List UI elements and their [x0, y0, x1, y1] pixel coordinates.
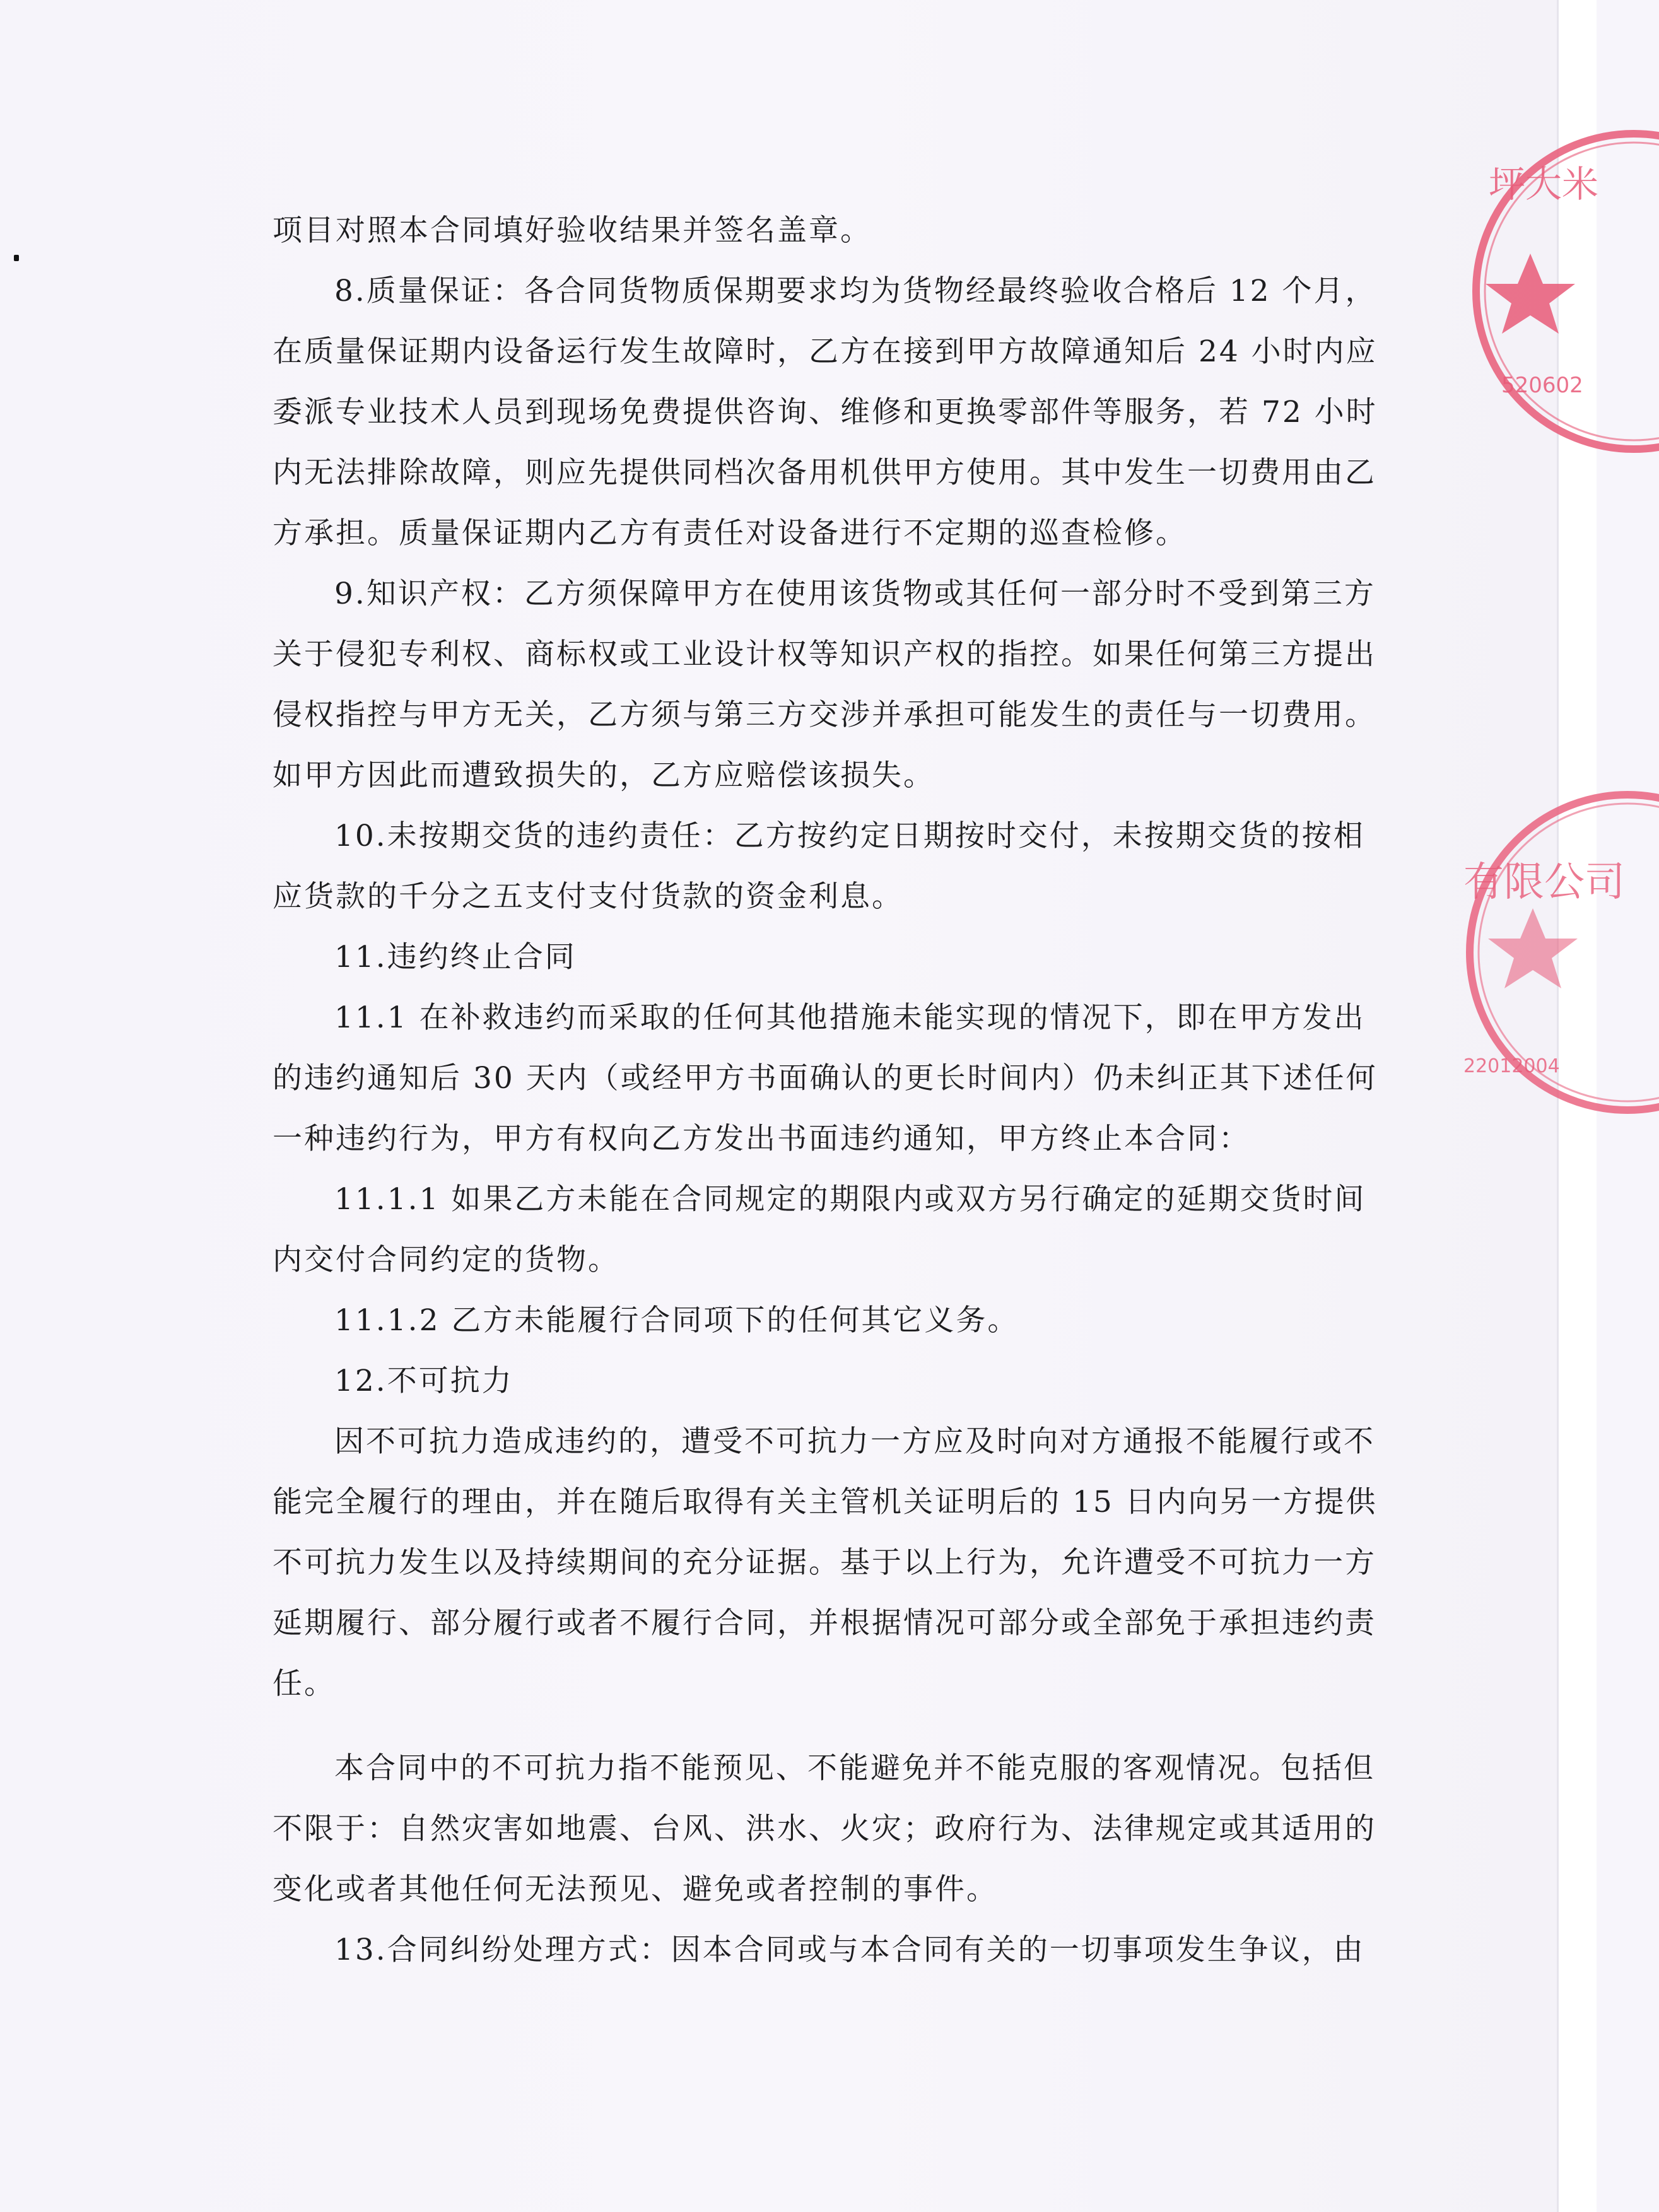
- text-line: 项目对照本合同填好验收结果并签名盖章。: [273, 213, 872, 248]
- text-line: 8.质量保证：各合同货物质保期要求均为货物经最终验收合格后 12 个月，: [334, 274, 1377, 308]
- seal-number: 520602: [1501, 373, 1583, 398]
- text-line: 11.1.2 乙方未能履行合同项下的任何其它义务。: [334, 1303, 1019, 1338]
- text-line: 本合同中的不可抗力指不能预见、不能避免并不能克服的客观情况。包括但: [334, 1751, 1375, 1786]
- company-seal-top: [1451, 121, 1659, 462]
- seal-number: 22012004: [1463, 1055, 1560, 1077]
- text-line: 延期履行、部分履行或者不履行合同，并根据情况可部分或全部免于承担违约责: [273, 1606, 1376, 1641]
- text-line: 任。: [273, 1666, 336, 1701]
- text-line: 能完全履行的理由，并在随后取得有关主管机关证明后的 15 日内向另一方提供: [273, 1485, 1378, 1519]
- text-line: 的违约通知后 30 天内（或经甲方书面确认的更长时间内）仍未纠正其下述任何: [273, 1061, 1378, 1096]
- company-seal-middle: [1438, 788, 1646, 1116]
- text-line: 委派专业技术人员到现场免费提供咨询、维修和更换零部件等服务，若 72 小时: [273, 395, 1378, 430]
- seal-text: 有限公司: [1463, 859, 1625, 906]
- text-line: 内交付合同约定的货物。: [273, 1243, 619, 1277]
- text-line: 不可抗力发生以及持续期间的充分证据。基于以上行为，允许遭受不可抗力一方: [273, 1545, 1376, 1580]
- text-line: 11.1 在补救违约而采取的任何其他措施未能实现的情况下，即在甲方发出: [334, 1000, 1366, 1035]
- section-heading: 11.违约终止合同: [334, 940, 577, 974]
- text-line: 内无法排除故障，则应先提供同档次备用机供甲方使用。其中发生一切费用由乙: [273, 455, 1376, 490]
- text-line: 方承担。质量保证期内乙方有责任对设备进行不定期的巡查检修。: [273, 516, 1187, 551]
- text-line: 10.未按期交货的违约责任：乙方按约定日期按时交付，未按期交货的按相: [334, 819, 1365, 853]
- text-line: 一种违约行为，甲方有权向乙方发出书面违约通知，甲方终止本合同：: [273, 1121, 1250, 1156]
- seal-text: 坪大米: [1489, 163, 1599, 206]
- margin-speck: [14, 255, 19, 261]
- text-line: 11.1.1 如果乙方未能在合同规定的期限内或双方另行确定的延期交货时间: [334, 1182, 1366, 1217]
- section-heading: 12.不可抗力: [334, 1364, 513, 1398]
- text-line: 变化或者其他任何无法预见、避免或者控制的事件。: [273, 1872, 998, 1907]
- text-line: 9.知识产权：乙方须保障甲方在使用该货物或其任何一部分时不受到第三方: [334, 576, 1376, 611]
- text-line: 不限于：自然灾害如地震、台风、洪水、火灾；政府行为、法律规定或其适用的: [273, 1811, 1376, 1846]
- text-line: 关于侵犯专利权、商标权或工业设计权等知识产权的指控。如果任何第三方提出: [273, 637, 1376, 672]
- star-icon: [1486, 254, 1575, 334]
- text-line: 因不可抗力造成违约的，遭受不可抗力一方应及时向对方通报不能履行或不: [334, 1424, 1375, 1459]
- text-line: 13.合同纠纷处理方式：因本合同或与本合同有关的一切事项发生争议，由: [334, 1933, 1365, 1967]
- text-line: 应货款的千分之五支付支付货款的资金利息。: [273, 879, 903, 914]
- text-line: 在质量保证期内设备运行发生故障时，乙方在接到甲方故障通知后 24 小时内应: [273, 334, 1378, 369]
- contract-body: [273, 201, 1378, 1981]
- text-line: 如甲方因此而遭致损失的，乙方应赔偿该损失。: [273, 758, 935, 793]
- text-line: 侵权指控与甲方无关，乙方须与第三方交涉并承担可能发生的责任与一切费用。: [273, 698, 1376, 732]
- star-icon: [1488, 908, 1578, 988]
